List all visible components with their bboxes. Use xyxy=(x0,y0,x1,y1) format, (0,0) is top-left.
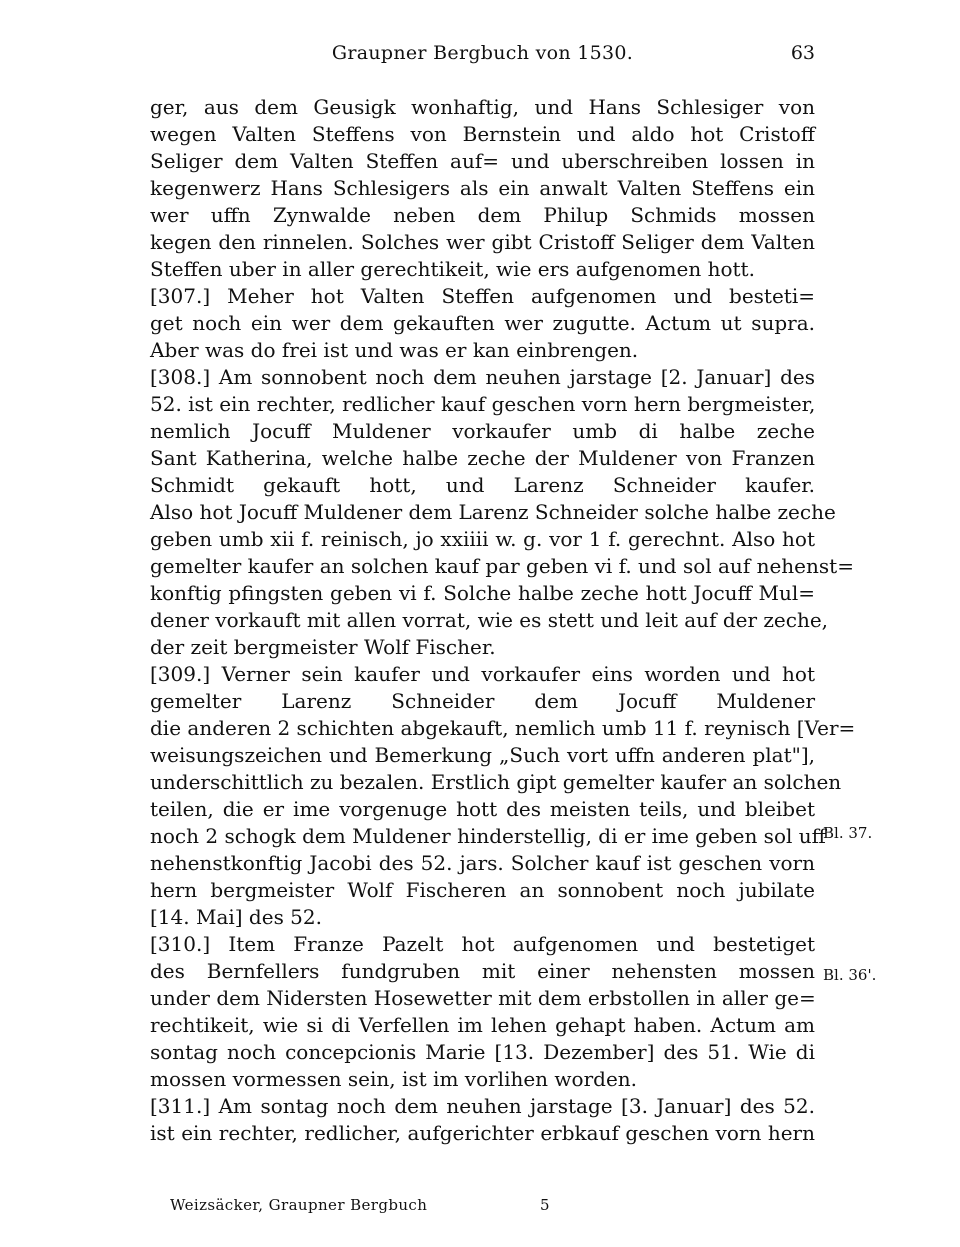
text-line: sontag noch concepcionis Marie [13. Dezember] des 51. Wie di xyxy=(150,1040,815,1064)
text-line: underschittlich zu bezalen. Erstlich gipt gemelter kaufer an solchen xyxy=(150,770,842,794)
running-title: Graupner Bergbuch von 1530. xyxy=(331,42,634,64)
text-line: der zeit bergmeister Wolf Fischer. xyxy=(150,635,496,659)
page-footer xyxy=(150,1196,815,1220)
text-line: nemlich Jocuff Muldener vorkaufer umb di halbe zeche xyxy=(150,419,815,443)
text-line: Aber was do frei ist und was er kan einbrengen. xyxy=(150,338,639,362)
text-line: Steffen uber in aller gerechtikeit, wie ers aufgenomen hott. xyxy=(150,257,755,281)
text-line: wegen Valten Steffens von Bernstein und aldo hot Cristoff xyxy=(150,122,815,146)
text-line: gemelter Larenz Schneider dem Jocuff Muldener xyxy=(150,689,815,713)
text-line: kegen den rinnelen. Solches wer gibt Cristoff Seliger dem Valten xyxy=(150,230,815,254)
text-line: 52. ist ein rechter, redlicher kauf geschen vorn hern bergmeister, xyxy=(150,392,816,416)
text-line: hern bergmeister Wolf Fischeren an sonnobent noch jubilate xyxy=(150,878,815,902)
text-line: weisungszeichen und Bemerkung „Such vort uffn anderen plat"], xyxy=(150,743,815,767)
text-line: konftig pfingsten geben vi f. Solche halbe zeche hott Jocuff Mul= xyxy=(150,581,815,605)
text-line: Sant Katherina, welche halbe zeche der Muldener von Franzen xyxy=(150,446,815,470)
margin-note-folio-37: Bl. 37. xyxy=(823,824,873,842)
text-line: [310.] Item Franze Pazelt hot aufgenomen und bestetiget xyxy=(150,932,815,956)
text-line: ist ein rechter, redlicher, aufgerichter erbkauf geschen vorn hern xyxy=(150,1121,815,1145)
text-line: Schmidt gekauft hott, und Larenz Schneider kaufer. xyxy=(150,473,815,497)
text-line: teilen, die er ime vorgenuge hott des meisten teils, und bleibet xyxy=(150,797,815,821)
page-number: 63 xyxy=(790,42,815,64)
text-line: nehenstkonftig Jacobi des 52. jars. Solcher kauf ist geschen vorn xyxy=(150,851,815,875)
margin-note-folio-36: Bl. 36'. xyxy=(823,966,877,984)
text-line: dener vorkauft mit allen vorrat, wie es stett und leit auf der zeche, xyxy=(150,608,829,632)
sheet-mark: 5 xyxy=(540,1196,550,1214)
text-line: geben umb xii f. reinisch, jo xxiiii w. g. vor 1 f. gerechnt. Also hot xyxy=(150,527,815,551)
text-line: rechtikeit, wie si di Verfellen im lehen gehapt haben. Actum am xyxy=(150,1013,815,1037)
text-line: noch 2 schogk dem Muldener hinderstellig, di er ime geben sol uff xyxy=(150,824,826,848)
text-line: [14. Mai] des 52. xyxy=(150,905,322,929)
text-line: get noch ein wer dem gekauften wer zugutte. Actum ut supra. xyxy=(150,311,815,335)
text-line: ger, aus dem Geusigk wonhaftig, und Hans Schlesiger von xyxy=(150,95,815,119)
text-line: gemelter kaufer an solchen kauf par geben vi f. und sol auf nehenst= xyxy=(150,554,854,578)
page-header xyxy=(150,42,815,74)
text-line: [311.] Am sontag noch dem neuhen jarstage [3. Januar] des 52. xyxy=(150,1094,815,1118)
text-line: des Bernfellers fundgruben mit einer nehensten mossen xyxy=(150,959,815,983)
text-line: [307.] Meher hot Valten Steffen aufgenomen und besteti= xyxy=(150,284,815,308)
text-line: wer uffn Zynwalde neben dem Philup Schmids mossen xyxy=(150,203,815,227)
text-line: [308.] Am sonnobent noch dem neuhen jarstage [2. Januar] des xyxy=(150,365,815,389)
text-line: under dem Nidersten Hosewetter mit dem erbstollen in aller ge= xyxy=(150,986,816,1010)
text-line: Also hot Jocuff Muldener dem Larenz Schneider solche halbe zeche xyxy=(150,500,836,524)
text-line: Seliger dem Valten Steffen auf= und uberschreiben lossen in xyxy=(150,149,815,173)
text-line: mossen vormessen sein, ist im vorlihen worden. xyxy=(150,1067,638,1091)
text-line: [309.] Verner sein kaufer und vorkaufer eins worden und hot xyxy=(150,662,815,686)
text-line: die anderen 2 schichten abgekauft, nemlich umb 11 f. reynisch [Ver= xyxy=(150,716,856,740)
footer-text: Weizsäcker, Graupner Bergbuch xyxy=(170,1196,428,1214)
text-line: kegenwerz Hans Schlesigers als ein anwalt Valten Steffens ein xyxy=(150,176,815,200)
